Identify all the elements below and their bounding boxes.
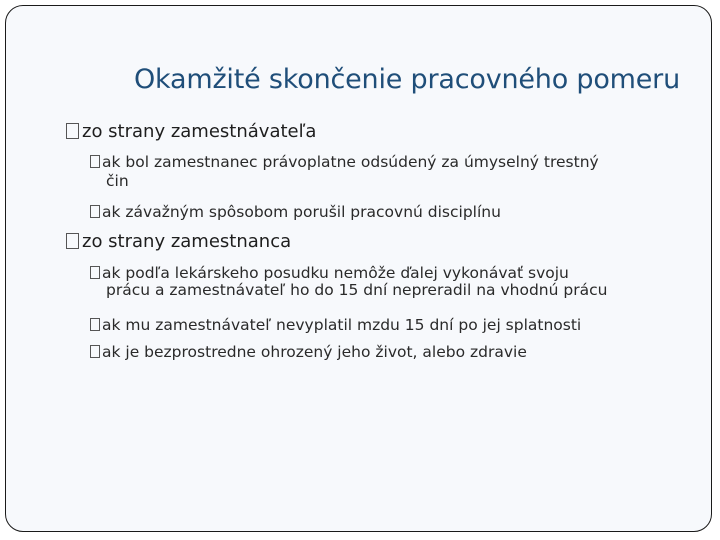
list-item-text: ak je bezprostredne ohrozený jeho život, alebo zdravie [102,343,527,361]
section-heading-text: zo strany zamestnanca [82,231,292,252]
list-item [90,340,527,365]
list-item-text: ak bol zamestnanec právoplatne odsúdený za úmyselný trestný [102,153,599,171]
list-item [90,261,607,303]
list-item-text: ak podľa lekárskeho posudku nemôže ďalej vykonávať svoju [102,264,569,282]
bullet-icon [66,123,79,139]
list-item-text: ak mu zamestnávateľ nevyplatil mzdu 15 dní po jej splatnosti [102,316,582,334]
list-item [90,200,501,225]
section-heading-employee [66,231,291,252]
bullet-icon [90,205,100,218]
list-item-continuation: čin [106,172,129,190]
list-item-text: ak závažným spôsobom porušil pracovnú disciplínu [102,203,501,221]
bullet-icon [66,233,79,249]
list-item [90,313,581,338]
section-heading-employer [66,121,316,142]
bullet-icon [90,266,100,279]
section-heading-text: zo strany zamestnávateľa [82,121,317,142]
bullet-icon [90,345,100,358]
list-item [90,150,599,194]
bullet-icon [90,155,100,168]
list-item-continuation: prácu a zamestnávateľ ho do 15 dní nepreradil na vhodnú prácu [106,281,608,299]
bullet-icon [90,318,100,331]
slide-title: Okamžité skončenie pracovného pomeru [134,64,680,95]
